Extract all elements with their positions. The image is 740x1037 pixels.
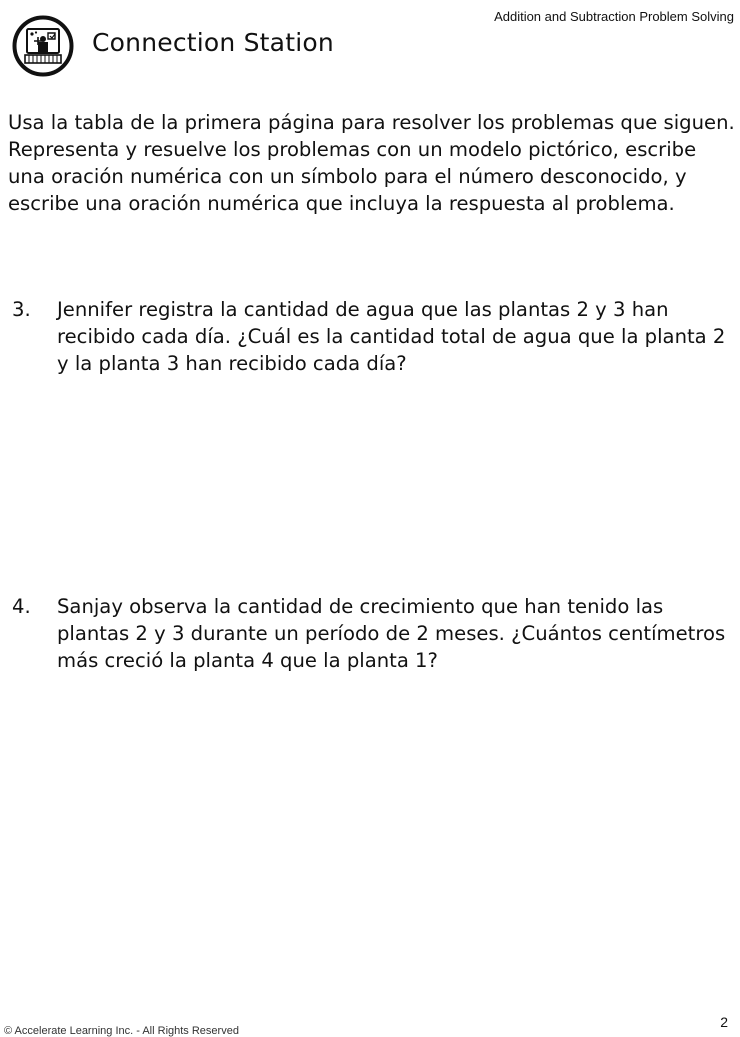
section-title: Connection Station bbox=[92, 28, 334, 57]
problem-4 bbox=[12, 593, 736, 674]
page-number: 2 bbox=[720, 1014, 728, 1030]
problem-text: Jennifer registra la cantidad de agua que las plantas 2 y 3 han recibido cada día. ¿Cuál es la cantidad total de agua que la planta 2 y la planta 3 han recibido cada día? bbox=[57, 298, 726, 375]
problem-number: 4. bbox=[12, 595, 31, 618]
copyright-notice: © Accelerate Learning Inc. - All Rights Reserved bbox=[4, 1025, 239, 1037]
classroom-board-icon bbox=[12, 15, 74, 77]
problem-text: Sanjay observa la cantidad de crecimiento que han tenido las plantas 2 y 3 durante un período de 2 meses. ¿Cuántos centímetros más creció la planta 4 que la planta 1? bbox=[57, 595, 726, 672]
problem-number: 3. bbox=[12, 298, 31, 321]
problem-3 bbox=[12, 296, 736, 377]
instructions-paragraph: Usa la tabla de la primera página para resolver los problemas que siguen. Representa y resuelve los problemas con un modelo pictórico, escribe una oración numérica con un símbolo para el número desconocido, y escribe una oración numérica que incluya la respuesta al problema. bbox=[8, 111, 735, 215]
header-topic: Addition and Subtraction Problem Solving bbox=[494, 9, 734, 24]
